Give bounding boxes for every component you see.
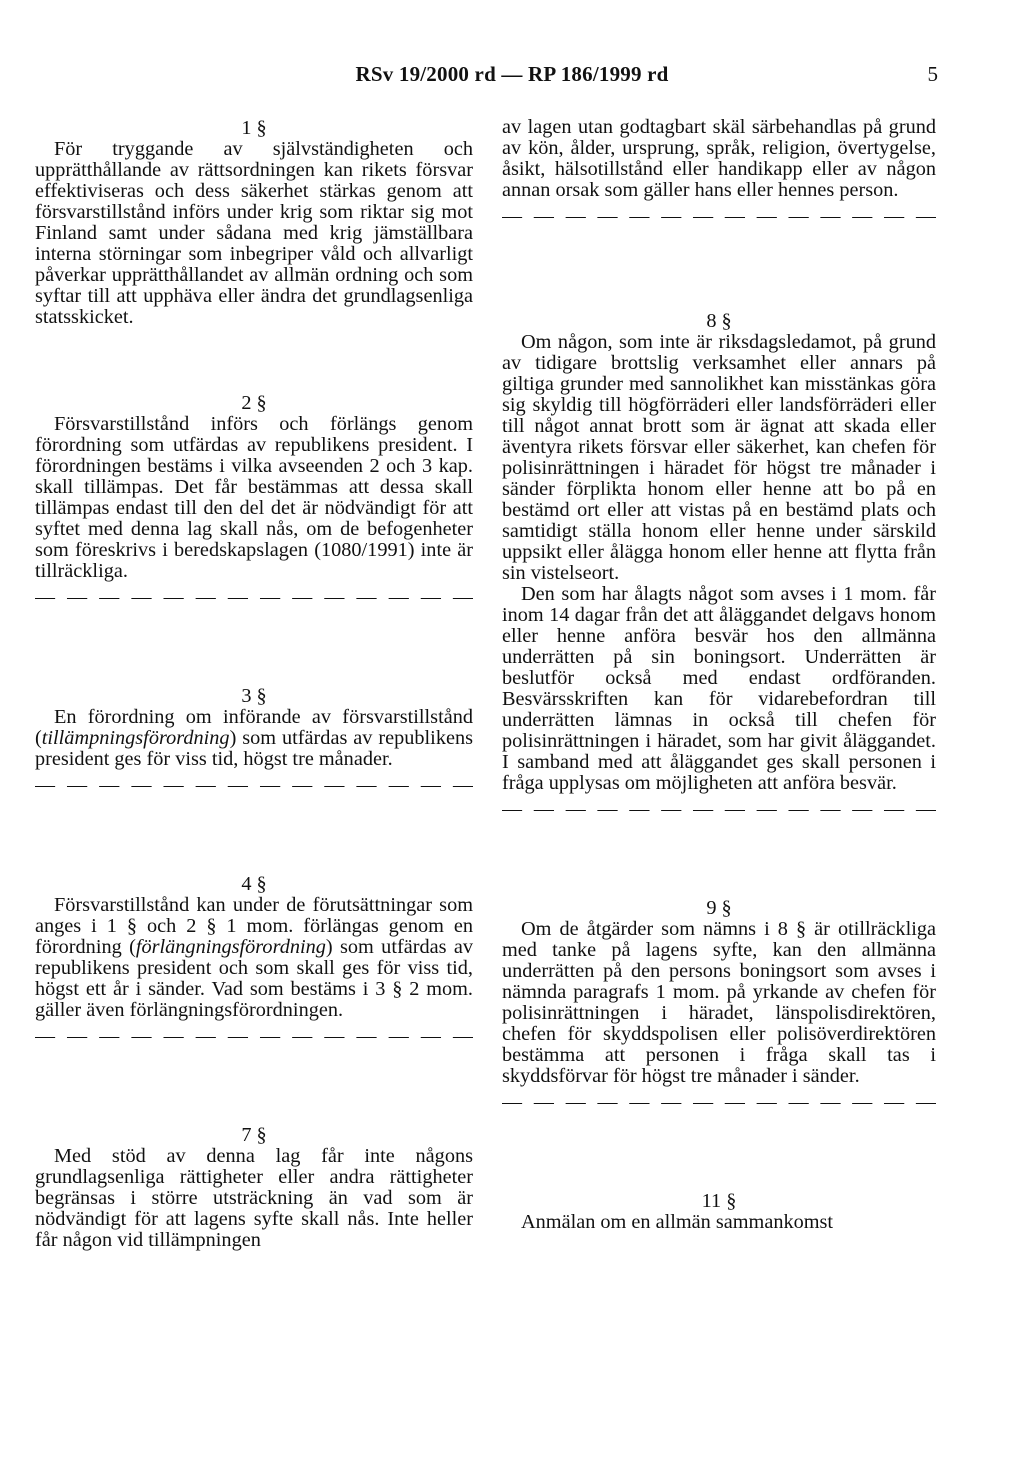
omission-marker: — — — — — — — — — — — — — — <box>502 1092 936 1112</box>
section-2 <box>35 392 473 607</box>
section-heading: 9 § <box>706 897 732 919</box>
paragraph <box>35 707 473 770</box>
omission-marker: — — — — — — — — — — — — — — <box>35 1026 473 1046</box>
text-run: Försvarstillstånd kan under de förutsättningar som anges i 1 § och 2 § 1 mom. förlängas genom en förordning ( <box>35 894 473 958</box>
section-4 <box>35 873 473 1046</box>
italic-term: tillämpningsförordning <box>41 727 230 749</box>
paragraph: Om de åtgärder som nämns i 8 § är otillräckliga med tanke på lagens syfte, kan den allmänna underrätten på den persons boningsort som avses i nämnda paragrafs 1 mom. på yrkande av chefen för polisinrättningen i häradet, länspolisdirektören, chefen för skyddspolisen eller polisöverdirektören bestämma att personen i fråga skall tas i skyddsförvar för högst tre månader i sänder. <box>502 918 936 1087</box>
paragraph: För tryggande av självständigheten och upprätthållande av rättsordningen kan rikets försvar effektiviseras och dess säkerhet stärkas genom att försvarstillstånd införs under krig som riktar sig mot Finland samt under sådana med krig jämställbara interna störningar som inbegriper våld och allvarligt påverkar upprätthållandet av allmän ordning och som syftar till att upphäva eller ändra det grundlagsenliga statsskicket. <box>35 138 473 328</box>
section-9 <box>502 897 936 1112</box>
section-heading: 7 § <box>241 1124 267 1146</box>
section-heading: 3 § <box>241 685 267 707</box>
omission-marker: — — — — — — — — — — — — — — <box>502 799 936 819</box>
section-heading: 2 § <box>241 392 267 414</box>
right-column <box>502 117 936 1233</box>
section-11 <box>502 1190 936 1233</box>
section-heading: 1 § <box>241 117 267 139</box>
paragraph: Anmälan om en allmän sammankomst <box>521 1211 834 1233</box>
section-heading: 4 § <box>241 873 267 895</box>
section-heading: 11 § <box>701 1190 737 1212</box>
section-heading: 8 § <box>706 310 732 332</box>
section-7 <box>35 1124 473 1251</box>
paragraph: Försvarstillstånd införs och förlängs genom förordning som utfärdas av republikens president. I förordningen bestäms i vilka avseenden 2 och 3 kap. skall tillämpas. Det får bestämmas att dessa skall tillämpas endast till den del det är nödvändigt för att syftet med denna lag skall nås, om de befogenheter som föreskrivs i beredskapslagen (1080/1991) inte är tillräckliga. <box>35 413 473 582</box>
paragraph: Den som har ålagts något som avses i 1 mom. får inom 14 dagar från det att åläggandet delgavs honom eller henne anföra besvär hos den allmänna underrätten på sin boningsort. Underrätten är beslutför också med endast ordföranden. Besvärsskriften kan för vidarebefordran till underrätten lämnas in också till chefen för polisinrättningen i häradet, som har givit åläggandet. I samband med att åläggandet ges skall personen i fråga upplysas om möjligheten att anföra besvär. <box>502 583 936 794</box>
omission-marker: — — — — — — — — — — — — — — <box>502 206 936 226</box>
running-title: RSv 19/2000 rd — RP 186/1999 rd <box>355 62 669 86</box>
section-1 <box>35 117 473 328</box>
paragraph: Om någon, som inte är riksdagsledamot, på grund av tidigare brottslig verksamhet eller annars på giltiga grunder med sannolikhet kan misstänkas göra sig skyldig till högförräderi eller landsförräderi eller till något annat brott som är ägnat att skada eller äventyra rikets försvar eller säkerhet, kan chefen för polisinrättningen i häradet för högst tre månader i sänder förplikta honom eller henne att bo på en bestämd ort eller att vistas på en bestämd plats och samtidigt ställa honom eller henne under särskild uppsikt eller ålägga honom eller henne att flytta från sin vistelseort. <box>502 331 936 584</box>
page-number: 5 <box>927 62 938 86</box>
section-8 <box>502 310 936 819</box>
section-7-continued <box>502 117 936 226</box>
section-3 <box>35 685 473 795</box>
page-header <box>0 62 1024 92</box>
omission-marker: — — — — — — — — — — — — — — <box>35 587 473 607</box>
left-column <box>35 117 473 1251</box>
omission-marker: — — — — — — — — — — — — — — <box>35 775 473 795</box>
paragraph: Med stöd av denna lag får inte någons grundlagsenliga rättigheter eller andra rättigheter begränsas i större utsträckning än vad som är nödvändigt för att lagens syfte skall nås. Inte heller får någon vid tillämpningen <box>35 1145 473 1251</box>
italic-term: förlängningsförordning <box>135 936 326 958</box>
text-run: ) som utfärdas av republikens president ges för viss tid, högst tre månader. <box>35 727 473 770</box>
text-run: En förordning om införande av försvarstillstånd ( <box>35 706 473 749</box>
text-run: ) som utfärdas av republikens president och som skall ges för viss tid, högst ett år i sänder. Vad som bestäms i 3 § 2 mom. gäller även förlängningsförordningen. <box>35 936 473 1021</box>
paragraph <box>35 895 473 1021</box>
paragraph: av lagen utan godtagbart skäl särbehandlas på grund av kön, ålder, ursprung, språk, religion, övertygelse, åsikt, hälsotillstånd eller handikapp eller av någon annan orsak som gäller hans eller hennes person. <box>502 116 936 201</box>
